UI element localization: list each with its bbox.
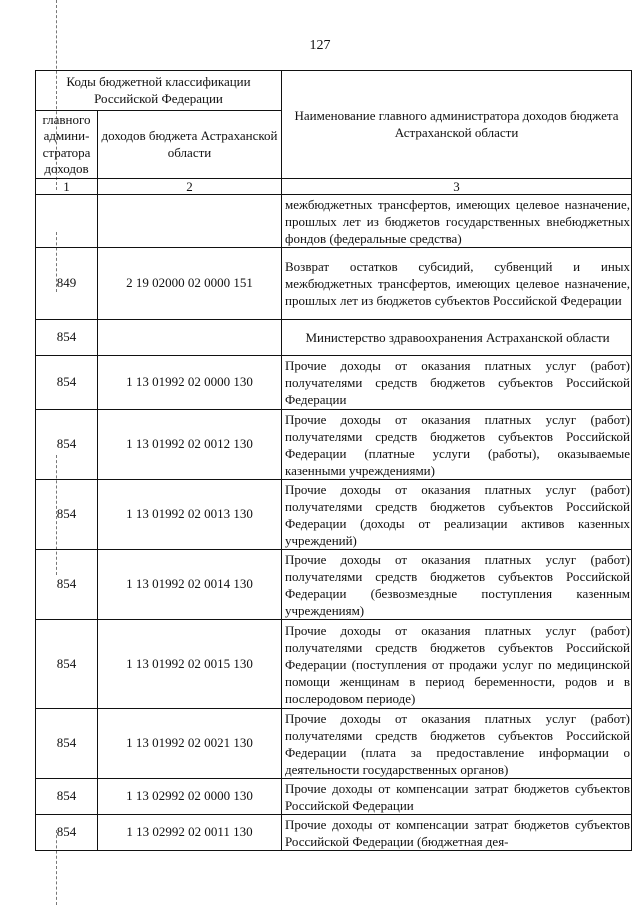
column-number: 1 <box>36 179 98 195</box>
page-number: 127 <box>309 38 331 53</box>
budget-classification-table <box>35 70 632 851</box>
income-code-cell: 1 13 01992 02 0015 130 <box>98 620 282 709</box>
admin-code-cell: 854 <box>36 410 98 480</box>
name-cell: Прочие доходы от оказания платных услуг (работ) получателями средств бюджетов субъектов Российской Федерации (безвозмездные поступления казенным учреждениям) <box>282 550 632 620</box>
table-row <box>36 779 632 815</box>
income-code-cell: 1 13 01992 02 0012 130 <box>98 410 282 480</box>
table-row <box>36 550 632 620</box>
table-row <box>36 480 632 550</box>
table-row <box>36 620 632 709</box>
name-cell: Возврат остатков субсидий, субвенций и иных межбюджетных трансфертов, имеющих целевое назначение, прошлых лет из бюджетов субъектов Российской Федерации <box>282 248 632 320</box>
table-row <box>36 815 632 851</box>
header-col1-title: главного админи-стратора доходов <box>36 111 98 179</box>
column-number: 3 <box>282 179 632 195</box>
table-row <box>36 195 632 248</box>
admin-code-cell: 854 <box>36 550 98 620</box>
income-code-cell <box>98 320 282 356</box>
admin-code-cell: 854 <box>36 620 98 709</box>
income-code-cell: 2 19 02000 02 0000 151 <box>98 248 282 320</box>
income-code-cell: 1 13 02992 02 0000 130 <box>98 779 282 815</box>
admin-code-cell: 849 <box>36 248 98 320</box>
header-col2-title: доходов бюджета Астраханской области <box>98 111 282 179</box>
name-cell: Прочие доходы от оказания платных услуг (работ) получателями средств бюджетов субъектов Российской Федерации (платные услуги (работы), оказываемые казенными учреждениями) <box>282 410 632 480</box>
name-cell: Прочие доходы от оказания платных услуг (работ) получателями средств бюджетов субъектов Российской Федерации (плата за предоставление информации о деятельности государственных органов) <box>282 709 632 779</box>
table-row <box>36 709 632 779</box>
admin-code-cell <box>36 195 98 248</box>
income-code-cell: 1 13 02992 02 0011 130 <box>98 815 282 851</box>
name-cell: Прочие доходы от компенсации затрат бюджетов субъектов Российской Федерации <box>282 779 632 815</box>
income-code-cell: 1 13 01992 02 0013 130 <box>98 480 282 550</box>
table-row <box>36 410 632 480</box>
admin-code-cell: 854 <box>36 480 98 550</box>
income-code-cell: 1 13 01992 02 0000 130 <box>98 356 282 410</box>
income-code-cell: 1 13 01992 02 0021 130 <box>98 709 282 779</box>
name-cell: Прочие доходы от оказания платных услуг (работ) получателями средств бюджетов субъектов Российской Федерации <box>282 356 632 410</box>
ministry-title-cell: Министерство здравоохранения Астраханской области <box>282 320 632 356</box>
table-row <box>36 248 632 320</box>
name-cell: межбюджетных трансфертов, имеющих целевое назначение, прошлых лет из бюджетов государственных внебюджетных фондов (федеральные средства) <box>282 195 632 248</box>
admin-code-cell: 854 <box>36 709 98 779</box>
income-code-cell <box>98 195 282 248</box>
name-cell: Прочие доходы от оказания платных услуг (работ) получателями средств бюджетов субъектов Российской Федерации (поступления от продажи услуг по медицинской помощи женщинам в период беременности, родов и в послеродовом периоде) <box>282 620 632 709</box>
admin-code-cell: 854 <box>36 815 98 851</box>
header-group-title: Коды бюджетной классификации Российской Федерации <box>36 71 282 111</box>
name-cell: Прочие доходы от оказания платных услуг (работ) получателями средств бюджетов субъектов Российской Федерации (доходы от реализации активов казенных учреждений) <box>282 480 632 550</box>
admin-code-cell: 854 <box>36 320 98 356</box>
table-row <box>36 356 632 410</box>
admin-code-cell: 854 <box>36 356 98 410</box>
income-code-cell: 1 13 01992 02 0014 130 <box>98 550 282 620</box>
admin-code-cell: 854 <box>36 779 98 815</box>
header-col3-title: Наименование главного администратора доходов бюджета Астраханской области <box>282 71 632 179</box>
column-number: 2 <box>98 179 282 195</box>
name-cell: Прочие доходы от компенсации затрат бюджетов субъектов Российской Федерации (бюджетная дея- <box>282 815 632 851</box>
table-row <box>36 320 632 356</box>
